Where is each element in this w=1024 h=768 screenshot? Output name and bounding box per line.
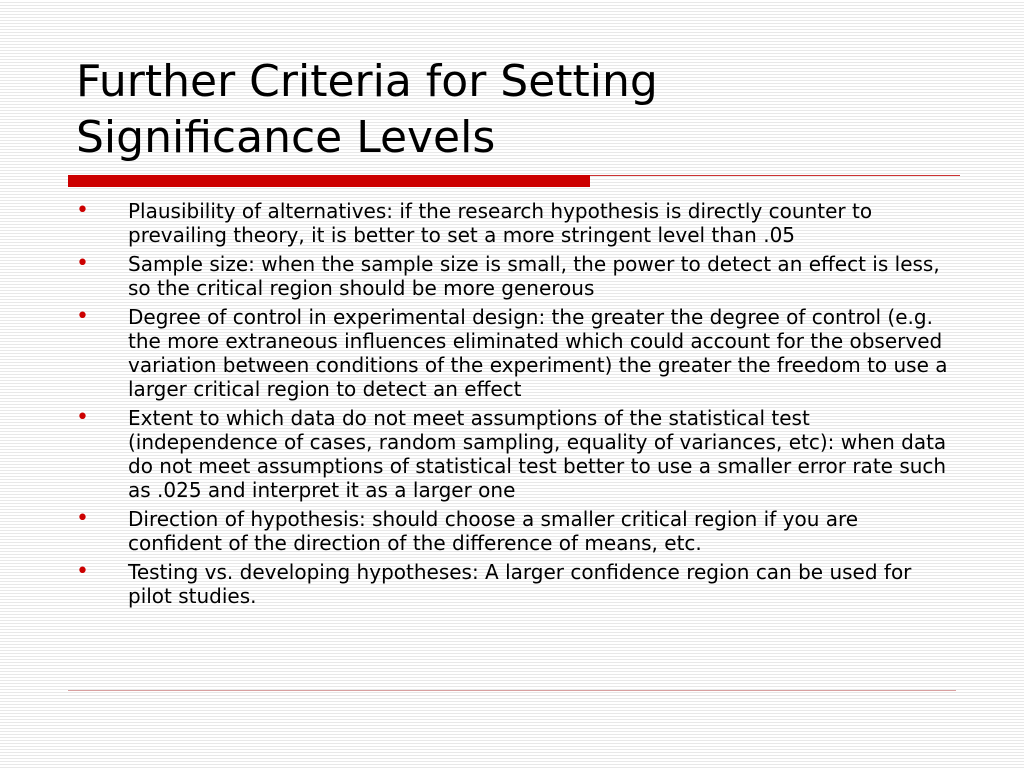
bullet-item-sample-size [76, 252, 956, 300]
bullet-dot-icon: • [76, 559, 89, 584]
footer-divider-line [68, 690, 956, 691]
bullet-text: Sample size: when the sample size is small, the power to detect an effect is less, so the critical region should be more generous [128, 252, 940, 300]
bullet-dot-icon: • [76, 198, 89, 223]
bullet-text: Direction of hypothesis: should choose a smaller critical region if you are confident of the direction of the difference of means, etc. [128, 507, 859, 555]
bullet-text: Plausibility of alternatives: if the research hypothesis is directly counter to prevailing theory, it is better to set a more stringent level than .05 [128, 199, 873, 247]
title-divider-bar [68, 175, 590, 187]
bullet-item-direction [76, 507, 956, 555]
bullet-dot-icon: • [76, 304, 89, 329]
bullet-item-plausibility [76, 199, 956, 247]
slide-title-line-2: Significance Levels [76, 112, 496, 163]
bullet-text: Extent to which data do not meet assumptions of the statistical test (independence of cases, random sampling, equality of variances, etc): when data do not meet assumptions of statistical test better to use a smaller error rate such as .025 and interpret it as a larger one [128, 406, 947, 502]
slide-title [76, 54, 956, 166]
slide-title-line-1: Further Criteria for Setting [76, 56, 658, 107]
bullet-dot-icon: • [76, 506, 89, 531]
bullet-item-assumptions [76, 406, 956, 502]
bullet-text: Testing vs. developing hypotheses: A larger confidence region can be used for pilot studies. [128, 560, 912, 608]
bullet-dot-icon: • [76, 405, 89, 430]
bullet-list [76, 199, 956, 613]
title-divider-line [590, 175, 960, 176]
bullet-dot-icon: • [76, 251, 89, 276]
bullet-item-degree-of-control [76, 305, 956, 401]
bullet-text: Degree of control in experimental design: the greater the degree of control (e.g. the more extraneous influences eliminated which could account for the observed variation between conditions of the experiment) the greater the freedom to use a larger critical region to detect an effect [128, 305, 948, 401]
bullet-item-testing-vs-developing [76, 560, 956, 608]
